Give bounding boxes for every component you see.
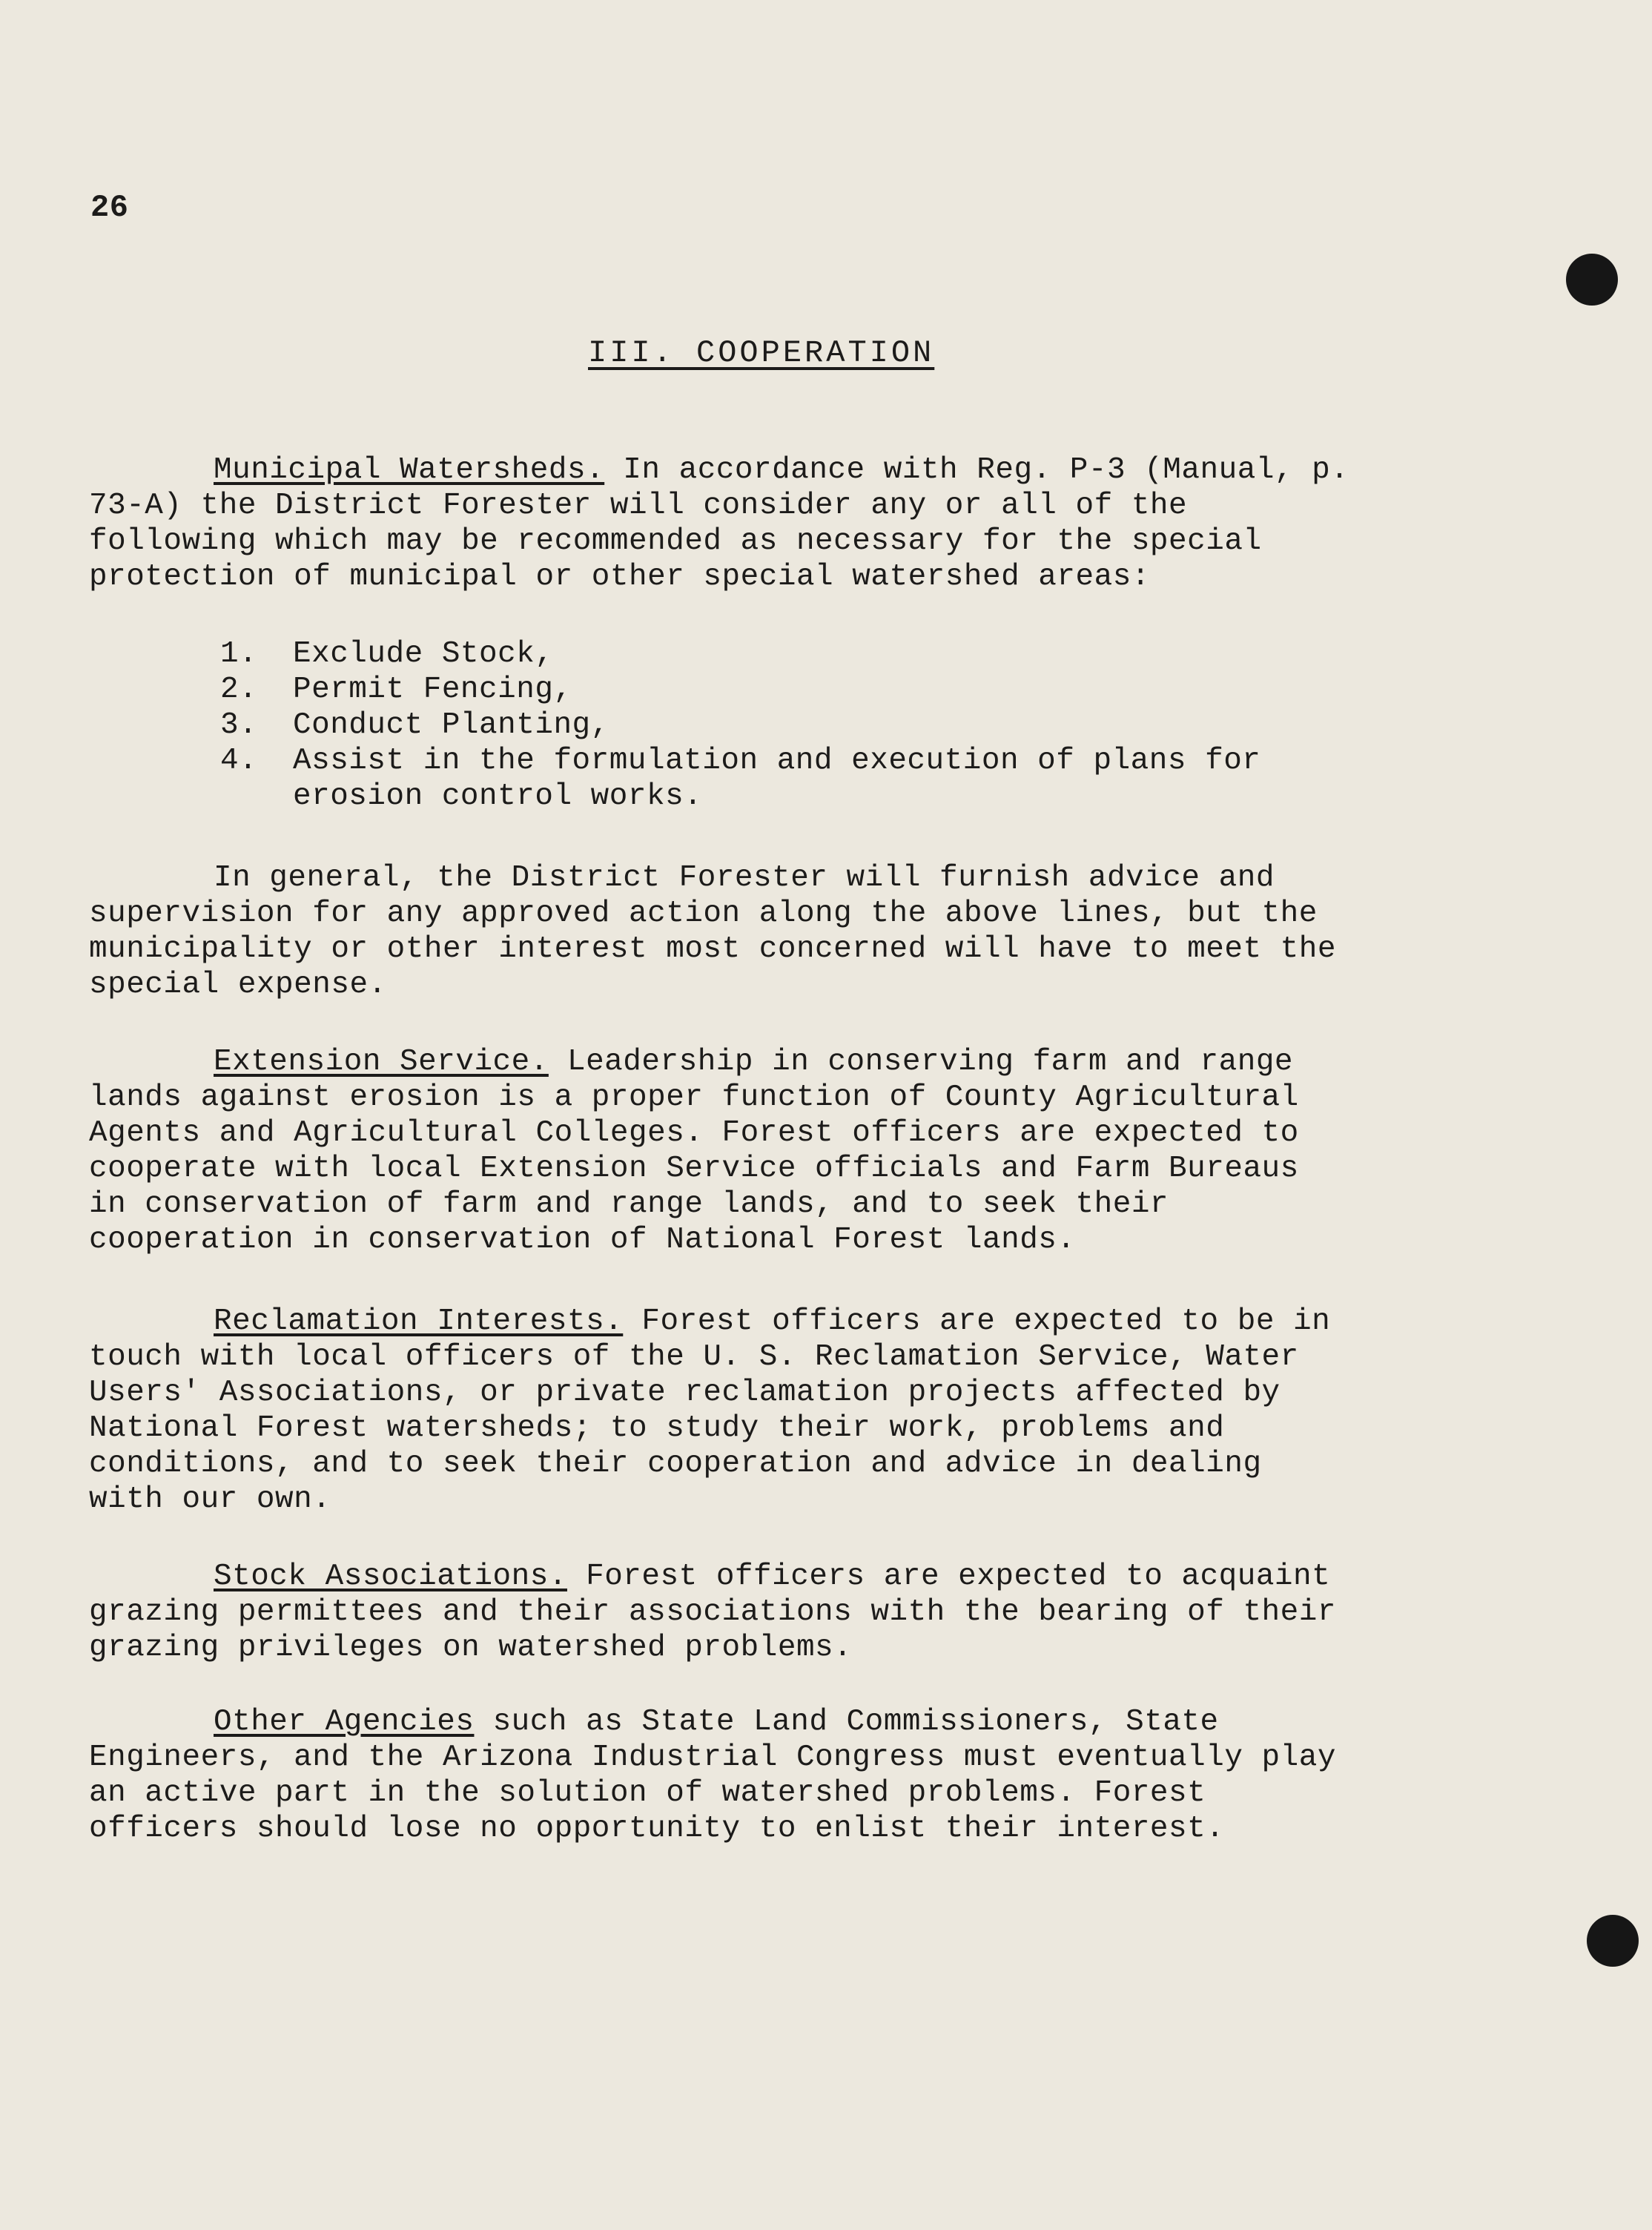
text-extension-service: Leadership in conserving farm and range lands against erosion is a proper function of County Agricultural Agents and Agricultural Colleges. Forest officers are expected to cooperate with local Extension Service officials and Farm Bureaus in conservation of farm and range lands, and to seek their cooperation in conservation of National Forest lands. [89, 1045, 1299, 1257]
list-item-text: Permit Fencing, [293, 673, 572, 707]
list-item-text: Exclude Stock, [293, 637, 554, 671]
list-item-number: 1. [220, 637, 258, 671]
paragraph-general [89, 860, 1349, 1003]
heading-municipal-watersheds: Municipal Watersheds. [214, 453, 605, 487]
page-number: 26 [90, 190, 129, 225]
list-item-number: 2. [220, 673, 258, 707]
list-item [220, 707, 1347, 743]
list-item [220, 672, 1347, 707]
measures-list [220, 636, 1347, 814]
paragraph-reclamation-interests [89, 1304, 1349, 1517]
list-item [220, 636, 1347, 672]
text-reclamation-interests: Forest officers are expected to be in touch with local officers of the U. S. Reclamation Service, Water Users' Associations, or private reclamation projects affected by National Forest watersheds; to study their work, problems and conditions, and to seek their cooperation and advice in dealing with our own. [89, 1304, 1331, 1517]
text-general: In general, the District Forester will furnish advice and supervision for any approved action along the above lines, but the municipality or other interest most concerned will have to meet the special expense. [89, 861, 1336, 1002]
text-other-agencies: such as State Land Commissioners, State Engineers, and the Arizona Industrial Congress must eventually play an active part in the solution of watershed problems. Forest officers should lose no opportunity to enlist their interest. [89, 1705, 1336, 1846]
list-item-number: 4. [220, 744, 258, 778]
text-stock-associations: Forest officers are expected to acquaint grazing permittees and their associations with the bearing of their grazing privileges on watershed problems. [89, 1560, 1336, 1665]
section-title: III. COOPERATION [588, 335, 935, 371]
list-item [220, 743, 1347, 814]
punch-hole-bottom [1587, 1915, 1639, 1967]
list-item-text: Conduct Planting, [293, 708, 609, 742]
heading-reclamation-interests: Reclamation Interests. [214, 1304, 624, 1339]
list-item-text: Assist in the formulation and execution of plans for erosion control works. [293, 744, 1261, 814]
heading-stock-associations: Stock Associations. [214, 1560, 567, 1594]
heading-other-agencies: Other Agencies [214, 1705, 475, 1739]
punch-hole-top [1566, 254, 1618, 306]
paragraph-municipal-watersheds [89, 452, 1349, 595]
text-municipal-watersheds: In accordance with Reg. P-3 (Manual, p. 73-A) the District Forester will consider any or all of the following which may be recommended as necessary for the special protection of municipal or other special watershed areas: [89, 453, 1349, 594]
heading-extension-service: Extension Service. [214, 1045, 549, 1079]
paragraph-other-agencies [89, 1704, 1349, 1847]
paragraph-stock-associations [89, 1559, 1349, 1666]
list-item-number: 3. [220, 708, 258, 742]
paragraph-extension-service [89, 1044, 1349, 1258]
